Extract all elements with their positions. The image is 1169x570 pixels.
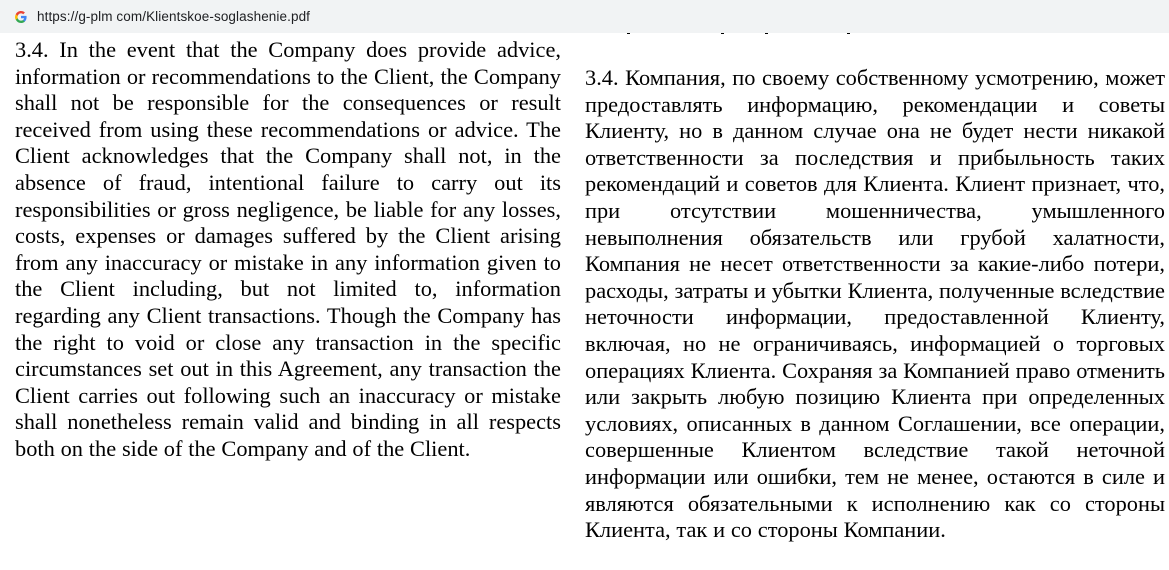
url-text: https://g-plm com/Klientskoe-soglashenie.pdf [37,9,311,24]
english-clause-paragraph: 3.4. In the event that the Company does provide advice, information or recommendations to the Client, the Company shall not be responsible for the consequences or result received from using these recommendations or advice. The Client acknowledges that the Company shall not, in the absence of fraud, intentional failure to carry out its responsibilities or gross negligence, be liable for any losses, costs, expenses or damages suffered by the Client arising from any inaccuracy or mistake in any information given to the Client including, but not limited to, information regarding any Client transactions. Though the Company has the right to void or close any transaction in the specific circumstances set out in this Agreement, any transaction the Client carries out following such an inaccuracy or mistake shall nonetheless remain valid and binding in all respects both on the side of the Company and of the Client. [15,37,561,461]
russian-clause-paragraph: 3.4. Компания, по своему собственному усмотрению, может предоставлять информацию, рекомендации и советы Клиенту, но в данном случае она не будет нести никакой ответственности за последствия и прибыльность таких рекомендаций и советов для Клиента. Клиент признает, что, при отсутствии мошенничества, умышленного невыполнения обязательств или грубой халатности, Компания не несет ответственности за какие-либо потери, расходы, затраты и убытки Клиента, полученные вследствие неточности информации, предоставленной Клиенту, включая, но не ограничиваясь, информацией о торговых операциях Клиента. Сохраняя за Компанией право отменить или закрыть любую позицию Клиента при определенных условиях, описанных в данном Соглашении, все операции, совершенные Клиентом вследствие такой неточной информации или ошибки, тем не менее, остаются в силе и являются обязательными к исполнению как со стороны Клиента, так и со стороны Компании. [585,65,1165,543]
address-bar[interactable] [0,0,1169,33]
pdf-page [0,33,1169,570]
google-g-icon [14,10,28,24]
cut-off-text-fragment [585,33,1165,39]
